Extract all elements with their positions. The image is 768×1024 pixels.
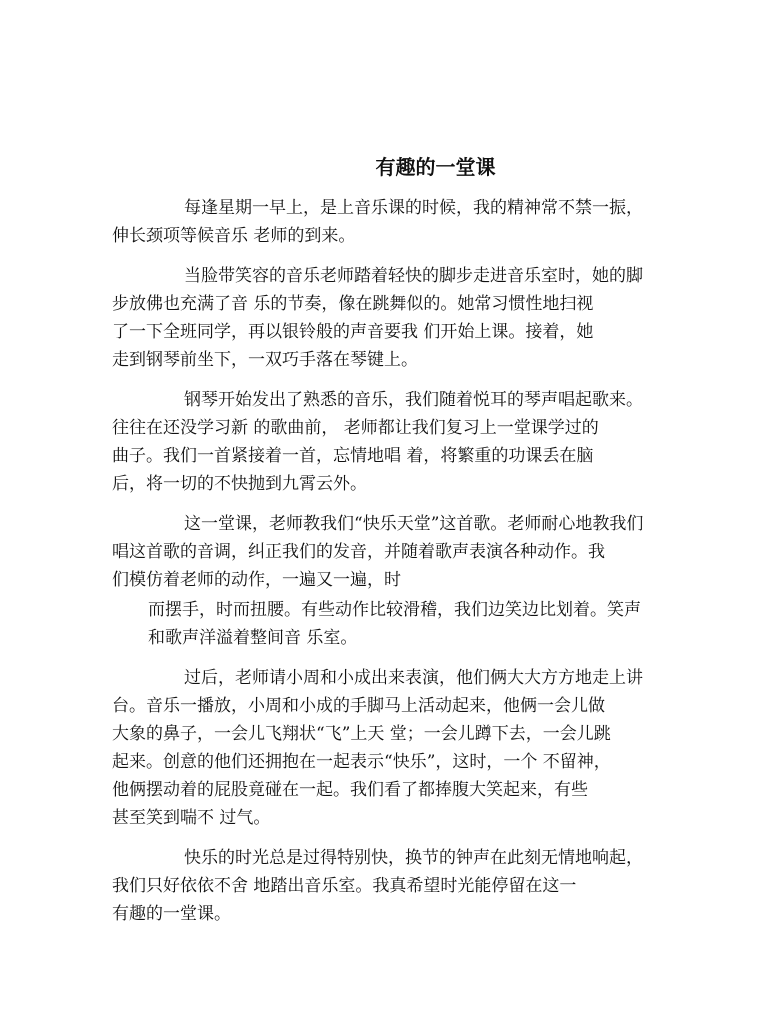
paragraph-line: 们模仿着老师的动作，一遍又一遍，时 xyxy=(112,570,401,590)
paragraph-line: 大象的鼻子，一会儿飞翔状“飞”上天 堂；一会儿蹲下去，一会儿跳 xyxy=(112,724,611,744)
paragraph-6 xyxy=(112,664,723,832)
paragraph-line: 了一下全班同学，再以银铃般的声音要我 们开始上课。接着，她 xyxy=(112,322,594,342)
paragraph-1 xyxy=(112,194,723,250)
paragraph-line: 当脸带笑容的音乐老师踏着轻快的脚步走进音乐室时，她的脚 xyxy=(184,266,643,286)
paragraph-3 xyxy=(112,386,723,498)
paragraph-line: 后，将一切的不快抛到九霄云外。 xyxy=(112,474,367,494)
paragraph-line: 台。音乐一播放，小周和小成的手脚马上活动起来，他俩一会儿做 xyxy=(112,696,605,716)
paragraph-line: 走到钢琴前坐下，一双巧手落在琴键上。 xyxy=(112,350,418,370)
paragraph-line: 和歌声洋溢着整间音 乐室。 xyxy=(148,628,358,648)
paragraph-line: 过后，老师请小周和小成出来表演，他们俩大大方方地走上讲 xyxy=(184,668,643,688)
paragraph-line: 这一堂课，老师教我们“快乐天堂”这首歌。老师耐心地教我们 xyxy=(184,514,644,534)
paragraph-line: 我们只好依依不舍 地踏出音乐室。我真希望时光能停留在这一 xyxy=(112,876,577,896)
paragraph-line: 甚至笑到喘不 过气。 xyxy=(112,808,271,828)
paragraph-line: 曲子。我们一首紧接着一首，忘情地唱 着，将繁重的功课丢在脑 xyxy=(112,446,594,466)
paragraph-line: 往往在还没学习新 的歌曲前， 老师都让我们复习上一堂课学过的 xyxy=(112,418,599,438)
paragraph-line: 而摆手，时而扭腰。有些动作比较滑稽，我们边笑边比划着。笑声 xyxy=(148,600,641,620)
paragraph-4 xyxy=(112,510,723,594)
paragraph-line: 每逢星期一早上，是上音乐课的时候，我的精神常不禁一振， xyxy=(184,198,643,218)
paragraph-7 xyxy=(112,844,723,928)
paragraph-2 xyxy=(112,262,723,374)
paragraph-5 xyxy=(148,596,723,652)
document-title: 有趣的一堂课 xyxy=(375,155,496,179)
paragraph-line: 快乐的时光总是过得特别快，换节的钟声在此刻无情地响起， xyxy=(184,848,643,868)
paragraph-line: 起来。创意的他们还拥抱在一起表示“快乐”，这时，一个 不留神， xyxy=(112,752,611,772)
paragraph-line: 伸长颈项等候音乐 老师的到来。 xyxy=(112,226,356,246)
document-page xyxy=(112,150,723,940)
paragraph-line: 他俩摆动着的屁股竟碰在一起。我们看了都捧腹大笑起来，有些 xyxy=(112,780,588,800)
paragraph-line: 钢琴开始发出了熟悉的音乐，我们随着悦耳的琴声唱起歌来。 xyxy=(184,390,643,410)
paragraph-line: 唱这首歌的音调，纠正我们的发音，并随着歌声表演各种动作。我 xyxy=(112,542,605,562)
paragraph-line: 步放佛也充满了音 乐的节奏，像在跳舞似的。她常习惯性地扫视 xyxy=(112,294,594,314)
paragraph-line: 有趣的一堂课。 xyxy=(112,904,231,924)
